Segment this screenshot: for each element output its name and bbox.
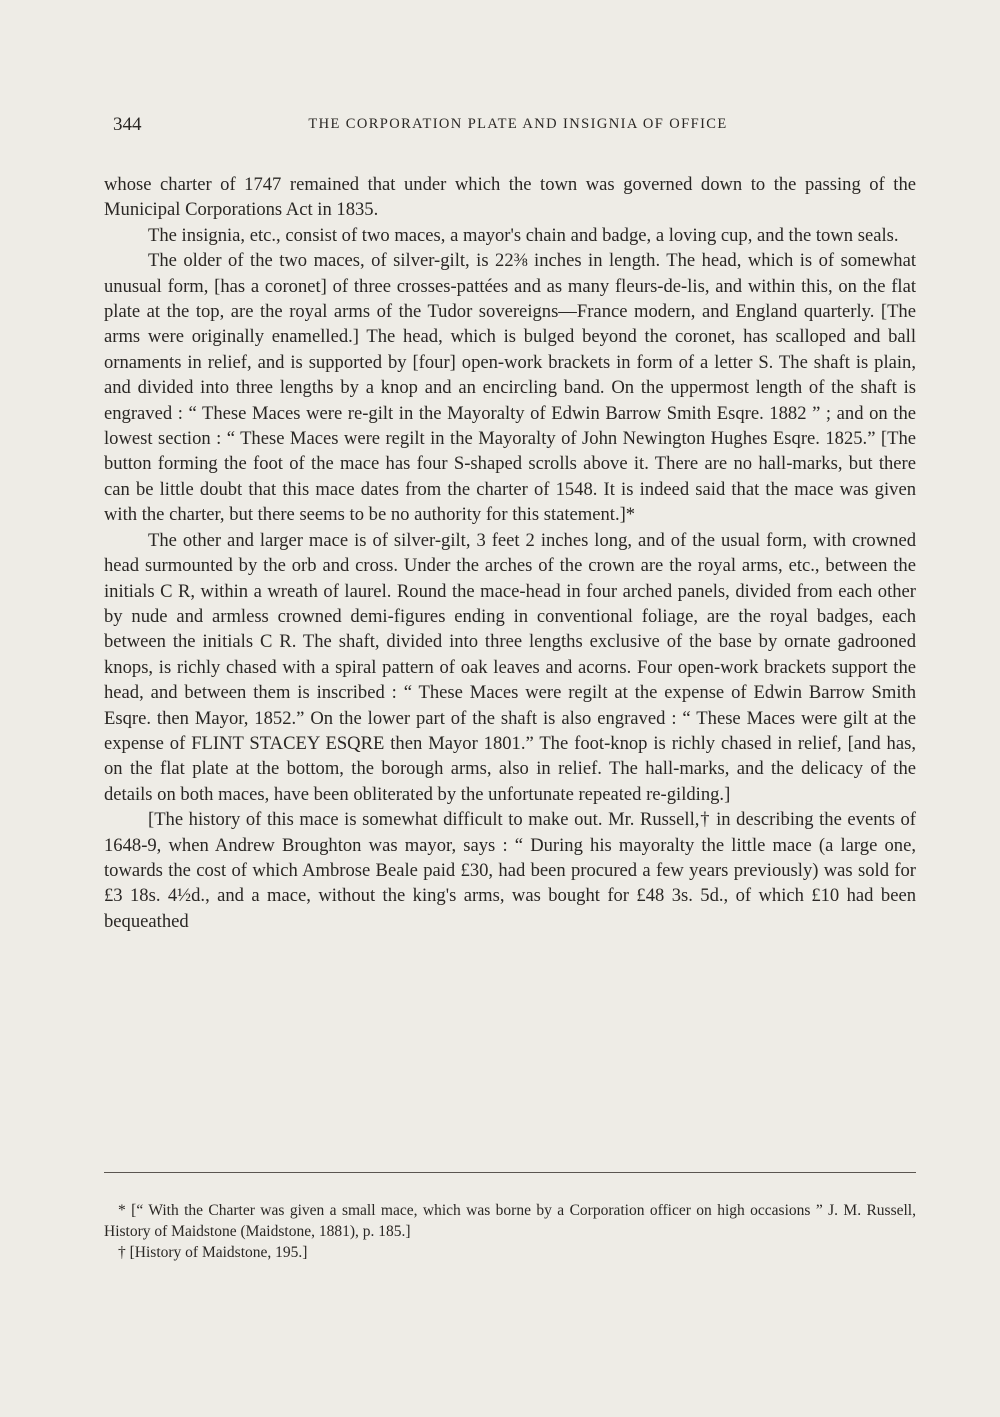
page-header — [113, 114, 923, 144]
footnote-dagger: † [History of Maidstone, 195.] — [118, 1244, 308, 1261]
body-text — [104, 172, 916, 934]
running-head: THE CORPORATION PLATE AND INSIGNIA OF OFFICE — [308, 116, 728, 132]
paragraph-continuation: whose charter of 1747 remained that under which the town was governed down to the passing of the Municipal Corporations Act in 1835. — [104, 174, 916, 221]
page-number: 344 — [113, 114, 142, 135]
footnotes — [104, 1200, 916, 1263]
paragraph-insignia: The insignia, etc., consist of two maces, a mayor's chain and badge, a loving cup, and the town seals. — [148, 224, 899, 246]
paragraph-larger-mace: The other and larger mace is of silver-gilt, 3 feet 2 inches long, and of the usual form, with crowned head surmounted by the orb and cross. Under the arches of the crown are the royal arms, etc., between the initials C R, within a wreath of laurel. Round the mace-head in four arched panels, divided from each other by nude and armless crowned demi-figures ending in conventional foliage, are the royal badges, each between the initials C R. The shaft, divided into three lengths exclusive of the base by ornate gadrooned knops, is richly chased with a spiral pattern of oak leaves and acorns. Four open-work brackets support the head, and between them is inscribed : “ These Maces were regilt at the expense of Edwin Barrow Smith Esqre. then Mayor, 1852.” On the lower part of the shaft is also engraved : “ These Maces were gilt at the expense of FLINT STACEY ESQRE then Mayor 1801.” The foot-knop is richly chased in relief, [and has, on the flat plate at the bottom, the borough arms, also in relief. The hall-marks, and the delicacy of the details on both maces, have been obliterated by the unfortunate repeated re-gilding.] — [104, 529, 916, 805]
footnote-asterisk: * [“ With the Charter was given a small mace, which was borne by a Corporation officer on high occasions ” J. M. Russell, History of Maidstone (Maidstone, 1881), p. 185.] — [104, 1202, 916, 1240]
footnote-divider — [104, 1172, 916, 1173]
paragraph-mace-history: [The history of this mace is somewhat difficult to make out. Mr. Russell,† in describing the events of 1648-9, when Andrew Broughton was mayor, says : “ During his mayoralty the little mace (a large one, towards the cost of which Ambrose Beale paid £30, had been procured a few years previously) was sold for £3 18s. 4½d., and a mace, without the king's arms, was bought for £48 3s. 5d., of which £10 had been bequeathed — [104, 809, 916, 932]
paragraph-older-mace: The older of the two maces, of silver-gilt, is 22⅜ inches in length. The head, which is of somewhat unusual form, [has a coronet] of three crosses-pattées and as many fleurs-de-lis, and within this, on the flat plate at the top, are the royal arms of the Tudor sovereigns—France modern, and England quarterly. [The arms were originally enamelled.] The head, which is bulged beyond the coronet, has scalloped and ball ornaments in relief, and is supported by [four] open-work brackets in form of a letter S. The shaft is plain, and divided into three lengths by a knop and an encircling band. On the uppermost length of the shaft is engraved : “ These Maces were re-gilt in the Mayoralty of Edwin Barrow Smith Esqre. 1882 ” ; and on the lowest section : “ These Maces were regilt in the Mayoralty of John Newington Hughes Esqre. 1825.” [The button forming the foot of the mace has four S-shaped scrolls above it. There are no hall-marks, but there can be little doubt that this mace dates from the charter of 1548. It is indeed said that the mace was given with the charter, but there seems to be no authority for this statement.]* — [104, 250, 916, 526]
